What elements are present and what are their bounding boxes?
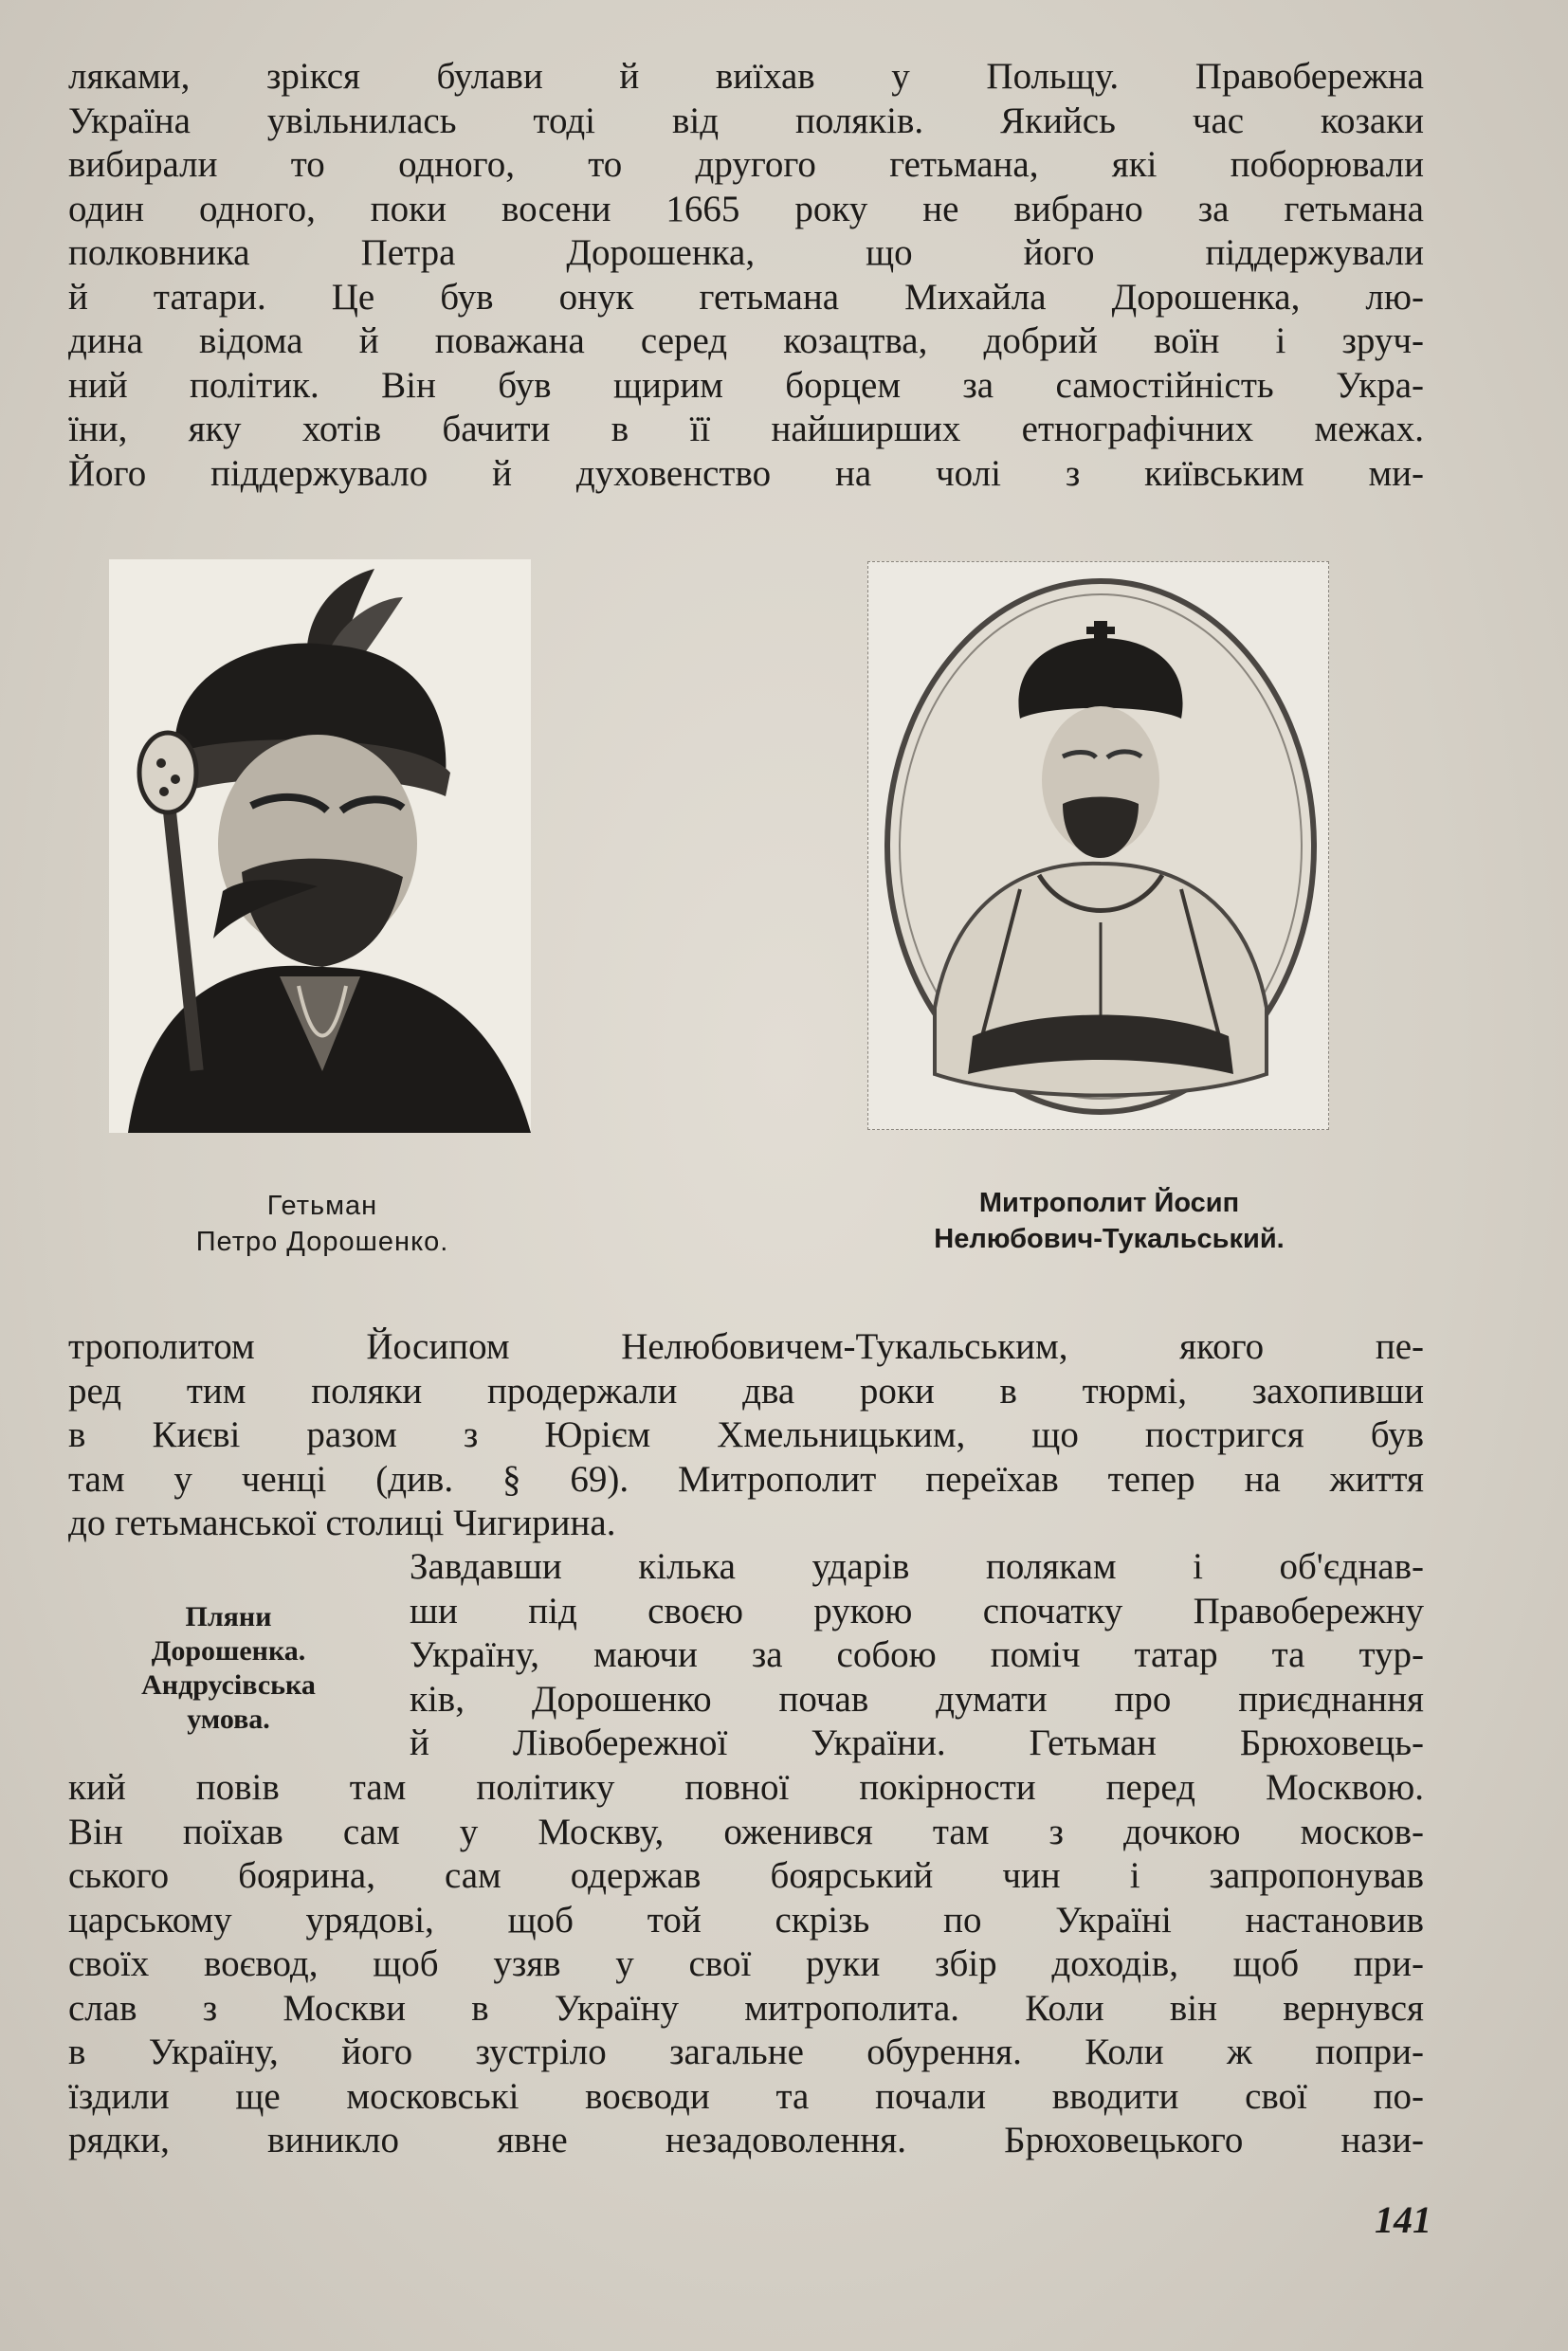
margin-note-line: умова. [187,1704,270,1735]
top-paragraph [68,55,1424,496]
caption-line: Гетьман [266,1191,378,1221]
text-line: Завдавши кілька ударів полякам і об'єднав- [410,1546,1424,1587]
text-line: Україна увільнилась тоді від поляків. Якийсь час козаки [68,100,1424,141]
portrait-tukalsky [867,561,1329,1130]
middle-paragraph [68,1325,1424,1546]
text-line: до гетьманської столиці Чигирина. [68,1503,616,1543]
text-line: кий повів там політику повної покірности перед Москвою. [68,1767,1424,1808]
caption-tukalsky [853,1185,1365,1257]
text-line: й Лівобережної України. Гетьман Брюховець- [410,1722,1424,1763]
portrait-doroshenko [109,559,531,1133]
indented-paragraph [410,1545,1424,1766]
text-line: ляками, зрікся булави й виїхав у Польщу. Правобережна [68,56,1424,97]
caption-doroshenko [114,1188,531,1260]
text-line: дина відома й поважана серед козацтва, добрий воїн і зруч- [68,320,1424,361]
continue-paragraph [68,1766,1424,2163]
caption-line: Нелюбович-Тукальський. [934,1224,1285,1254]
text-line: ний політик. Він був щирим борцем за самостійність Укра- [68,364,1424,406]
caption-line: Петро Дорошенко. [195,1227,449,1257]
text-line: вибирали то одного, то другого гетьмана, які поборювали [68,144,1424,185]
text-line: ків, Дорошенко почав думати про приєднання [410,1678,1424,1720]
text-line: й татари. Це був онук гетьмана Михайла Дорошенка, лю- [68,276,1424,318]
text-line: Він поїхав сам у Москву, оженився там з дочкою москов- [68,1811,1424,1852]
text-line: їздили ще московські воєводи та почали вводити свої по- [68,2075,1424,2117]
margin-note [104,1600,353,1737]
text-line: трополитом Йосипом Нелюбовичем-Тукальським, якого пе- [68,1326,1424,1367]
page-number: 141 [1375,2198,1431,2241]
text-line: ши під своєю рукою спочатку Правобережну [410,1590,1424,1631]
margin-note-line: Пляни [185,1601,272,1632]
text-line: царському урядові, щоб той скрізь по Україні настановив [68,1899,1424,1941]
text-line: своїх воєвод, щоб узяв у свої руки збір доходів, щоб при- [68,1943,1424,1984]
text-line: Його піддержувало й духовенство на чолі з київським ми- [68,452,1424,494]
text-line: полковника Петра Дорошенка, що його піддержували [68,232,1424,273]
portrait-doroshenko-drawing [109,559,531,1133]
portrait-tukalsky-drawing [868,562,1328,1129]
text-line: в Києві разом з Юрієм Хмельницьким, що постригся був [68,1414,1424,1455]
text-line: слав з Москви в Україну митрополита. Коли він вернувся [68,1987,1424,2029]
text-line: один одного, поки восени 1665 року не вибрано за гетьмана [68,188,1424,229]
margin-note-line: Дорошенка. [151,1635,306,1667]
text-line: ського боярина, сам одержав боярський чин і запропонував [68,1855,1424,1896]
text-line: їни, яку хотів бачити в її найширших етнографічних межах. [68,409,1424,449]
text-line: ред тим поляки продержали два роки в тюрмі, захопивши [68,1370,1424,1412]
text-line: рядки, виникло явне незадоволення. Брюховецького нази- [68,2120,1424,2160]
text-line: в Україну, його зустріло загальне обурення. Коли ж попри- [68,2032,1424,2072]
margin-note-line: Андрусівська [141,1669,316,1701]
text-line: там у ченці (див. § 69). Митрополит переїхав тепер на життя [68,1458,1424,1500]
text-line: Україну, маючи за собою поміч татар та тур- [410,1634,1424,1675]
caption-line: Митрополит Йосип [978,1188,1240,1218]
